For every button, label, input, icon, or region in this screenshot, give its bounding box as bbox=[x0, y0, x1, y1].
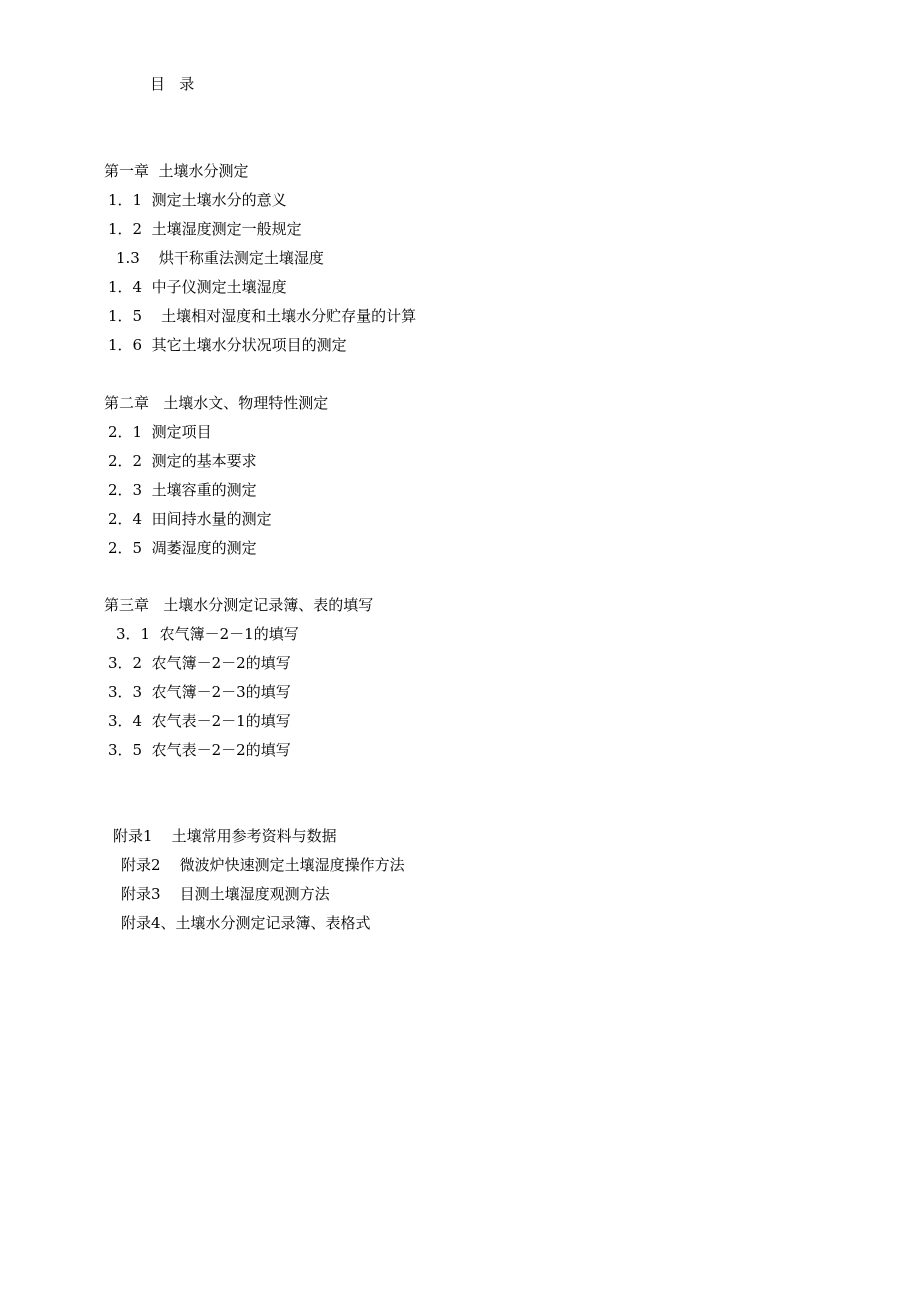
toc-entry-1-2: 1．2 土壤湿度测定一般规定 bbox=[108, 220, 302, 238]
page-title: 目 录 bbox=[150, 75, 195, 93]
toc-entry-1-4: 1．4 中子仪测定土壤湿度 bbox=[108, 278, 287, 296]
toc-entry-3-3: 3．3 农气簿－2－3的填写 bbox=[108, 683, 291, 701]
toc-entry-3-2: 3．2 农气簿－2－2的填写 bbox=[108, 654, 291, 672]
toc-entry-2-5: 2．5 凋萎湿度的测定 bbox=[108, 539, 257, 557]
chapter-3-heading: 第三章 土壤水分测定记录簿、表的填写 bbox=[104, 596, 374, 614]
toc-entry-1-6: 1．6 其它土壤水分状况项目的测定 bbox=[108, 336, 347, 354]
appendix-3: 附录3 目测土壤湿度观测方法 bbox=[121, 885, 330, 903]
toc-entry-1-5: 1．5 土壤相对湿度和土壤水分贮存量的计算 bbox=[108, 307, 417, 325]
chapter-2-heading: 第二章 土壤水文、物理特性测定 bbox=[104, 394, 329, 412]
toc-entry-2-4: 2．4 田间持水量的测定 bbox=[108, 510, 272, 528]
toc-entry-2-1: 2．1 测定项目 bbox=[108, 423, 212, 441]
appendix-4: 附录4、土壤水分测定记录簿、表格式 bbox=[121, 914, 371, 932]
toc-entry-2-2: 2．2 测定的基本要求 bbox=[108, 452, 257, 470]
appendix-2: 附录2 微波炉快速测定土壤湿度操作方法 bbox=[121, 856, 405, 874]
toc-entry-2-3: 2．3 土壤容重的测定 bbox=[108, 481, 257, 499]
chapter-1-heading: 第一章 土壤水分测定 bbox=[104, 162, 249, 180]
appendix-1: 附录1 土壤常用参考资料与数据 bbox=[113, 827, 337, 845]
toc-entry-3-4: 3．4 农气表－2－1的填写 bbox=[108, 712, 291, 730]
toc-entry-1-3: 1.3 烘干称重法测定土壤湿度 bbox=[116, 249, 324, 267]
toc-entry-3-1: 3．1 农气簿－2－1的填写 bbox=[116, 625, 299, 643]
toc-entry-3-5: 3．5 农气表－2－2的填写 bbox=[108, 741, 291, 759]
toc-entry-1-1: 1．1 测定土壤水分的意义 bbox=[108, 191, 287, 209]
